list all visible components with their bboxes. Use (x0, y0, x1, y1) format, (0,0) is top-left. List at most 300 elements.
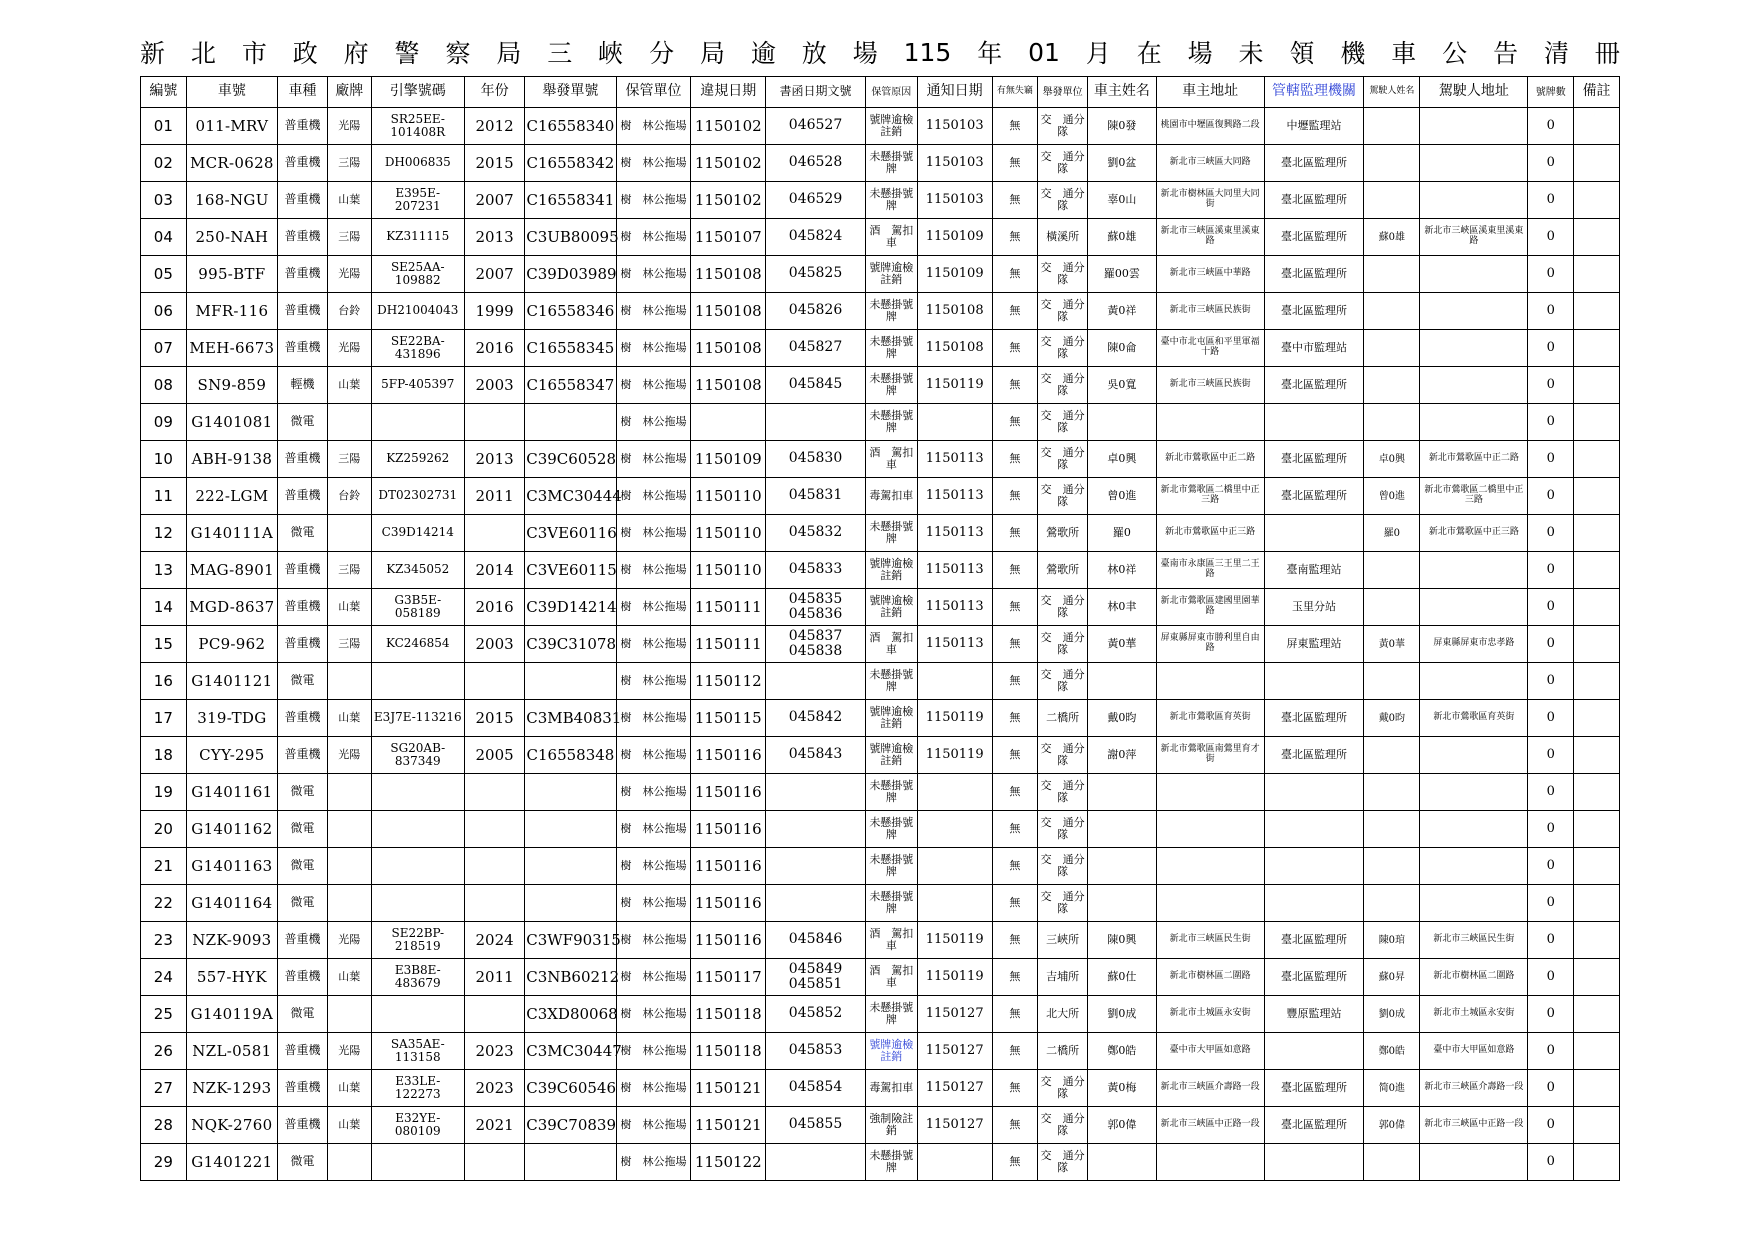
cell-engine: E3B8E-483679 (371, 959, 464, 996)
cell-ndate: 1150113 (917, 626, 992, 663)
cell-year (465, 996, 525, 1033)
cell-lic: 無 (992, 774, 1038, 811)
cell-daddr: 新北市三峽區介壽路一段 (1420, 1070, 1528, 1107)
header-vdate: 違規日期 (691, 77, 766, 108)
cell-ticket: C16558348 (525, 737, 616, 774)
cell-addr (1156, 885, 1264, 922)
cell-brand (327, 515, 371, 552)
title-char: 未 (1238, 39, 1264, 68)
cell-brand: 三陽 (327, 552, 371, 589)
cell-office: 臺北區監理所 (1264, 219, 1364, 256)
title-char: 公 (1442, 39, 1468, 68)
cell-addr: 臺中市北屯區和平里軍福十路 (1156, 330, 1264, 367)
cell-note (1574, 145, 1620, 182)
header-kind: 車種 (278, 77, 328, 108)
cell-doc: 045849 045851 (766, 959, 866, 996)
cell-reason: 未懸掛號牌 (865, 774, 917, 811)
header-count: 號牌數 (1528, 77, 1574, 108)
header-lic: 有無失竊 (992, 77, 1038, 108)
title-char: 察 (445, 39, 471, 68)
cell-brand (327, 811, 371, 848)
cell-doc: 046527 (766, 108, 866, 145)
cell-addr: 新北市三峽區民生街 (1156, 922, 1264, 959)
cell-addr: 新北市樹林區大同里大同街 (1156, 182, 1264, 219)
cell-reason: 毒駕扣車 (865, 1070, 917, 1107)
cell-unit: 交 通分 隊 (1038, 811, 1088, 848)
cell-lic: 無 (992, 737, 1038, 774)
cell-brand (327, 885, 371, 922)
cell-year: 2016 (465, 330, 525, 367)
cell-note (1574, 293, 1620, 330)
cell-no: 22 (141, 885, 187, 922)
cell-ticket: C3XD80068 (525, 996, 616, 1033)
cell-owner (1088, 774, 1157, 811)
cell-year (465, 774, 525, 811)
cell-vdate: 1150116 (691, 737, 766, 774)
cell-office: 中壢監理站 (1264, 108, 1364, 145)
cell-kind: 輕機 (278, 367, 328, 404)
cell-unit: 交 通分 隊 (1038, 145, 1088, 182)
cell-kind: 普重機 (278, 182, 328, 219)
cell-owner: 謝0萍 (1088, 737, 1157, 774)
cell-lic: 無 (992, 256, 1038, 293)
cell-ticket (525, 848, 616, 885)
header-reason: 保管原因 (865, 77, 917, 108)
cell-plate: NZK-9093 (186, 922, 277, 959)
cell-doc: 045855 (766, 1107, 866, 1144)
cell-driver: 蘇0昇 (1364, 959, 1420, 996)
cell-daddr: 新北市土城區永安街 (1420, 996, 1528, 1033)
cell-daddr (1420, 552, 1528, 589)
cell-owner: 吳0寬 (1088, 367, 1157, 404)
cell-year: 2014 (465, 552, 525, 589)
cell-no: 14 (141, 589, 187, 626)
cell-kind: 微電 (278, 885, 328, 922)
cell-lic: 無 (992, 145, 1038, 182)
cell-owner: 蘇0雄 (1088, 219, 1157, 256)
cell-ndate (917, 885, 992, 922)
cell-doc (766, 663, 866, 700)
cell-plate: 222-LGM (186, 478, 277, 515)
cell-keep: 樹 林公拖場 (616, 256, 691, 293)
table-row (141, 922, 1620, 959)
cell-brand: 光陽 (327, 922, 371, 959)
cell-addr: 屏東縣屏東市勝利里自由路 (1156, 626, 1264, 663)
cell-vdate (691, 404, 766, 441)
cell-reason: 酒 駕扣 車 (865, 922, 917, 959)
cell-driver (1364, 663, 1420, 700)
cell-kind: 普重機 (278, 1033, 328, 1070)
cell-ndate: 1150108 (917, 330, 992, 367)
cell-ndate (917, 811, 992, 848)
cell-doc: 045853 (766, 1033, 866, 1070)
cell-daddr (1420, 885, 1528, 922)
cell-owner (1088, 811, 1157, 848)
cell-ndate: 1150108 (917, 293, 992, 330)
table-row (141, 219, 1620, 256)
cell-count: 0 (1528, 626, 1574, 663)
cell-no: 06 (141, 293, 187, 330)
cell-kind: 普重機 (278, 626, 328, 663)
cell-engine: DH21004043 (371, 293, 464, 330)
vehicle-table (140, 76, 1620, 1181)
cell-driver: 黃0華 (1364, 626, 1420, 663)
cell-plate: MAG-8901 (186, 552, 277, 589)
cell-addr: 新北市鶯歌區南鶯里育才街 (1156, 737, 1264, 774)
cell-engine: SE22BA-431896 (371, 330, 464, 367)
cell-doc: 045842 (766, 700, 866, 737)
cell-note (1574, 1033, 1620, 1070)
cell-plate: CYY-295 (186, 737, 277, 774)
header-row (141, 77, 1620, 108)
cell-owner: 辜0山 (1088, 182, 1157, 219)
title-char: 局 (699, 39, 725, 68)
cell-note (1574, 1144, 1620, 1181)
cell-driver: 戴0昀 (1364, 700, 1420, 737)
cell-brand: 三陽 (327, 441, 371, 478)
cell-office: 屏東監理站 (1264, 626, 1364, 663)
cell-note (1574, 182, 1620, 219)
cell-plate: MCR-0628 (186, 145, 277, 182)
cell-keep: 樹 林公拖場 (616, 959, 691, 996)
title-char: 峽 (598, 39, 624, 68)
header-keep: 保管單位 (616, 77, 691, 108)
cell-count: 0 (1528, 256, 1574, 293)
cell-brand (327, 848, 371, 885)
cell-kind: 普重機 (278, 478, 328, 515)
cell-daddr: 新北市鶯歌區二橋里中正三路 (1420, 478, 1528, 515)
table-row (141, 1107, 1620, 1144)
cell-doc: 046529 (766, 182, 866, 219)
cell-driver: 羅0 (1364, 515, 1420, 552)
cell-brand: 三陽 (327, 219, 371, 256)
header-no: 編號 (141, 77, 187, 108)
cell-brand (327, 404, 371, 441)
title-char: 場 (1187, 39, 1213, 68)
cell-kind: 普重機 (278, 1107, 328, 1144)
cell-kind: 普重機 (278, 293, 328, 330)
cell-owner: 陳0發 (1088, 108, 1157, 145)
cell-keep: 樹 林公拖場 (616, 367, 691, 404)
cell-unit: 交 通分 隊 (1038, 737, 1088, 774)
cell-vdate: 1150116 (691, 922, 766, 959)
cell-engine: KZ259262 (371, 441, 464, 478)
cell-brand (327, 774, 371, 811)
cell-driver (1364, 330, 1420, 367)
cell-unit: 交 通分 隊 (1038, 848, 1088, 885)
cell-daddr: 屏東縣屏東市忠孝路 (1420, 626, 1528, 663)
cell-reason: 未懸掛號牌 (865, 367, 917, 404)
cell-lic: 無 (992, 589, 1038, 626)
cell-engine (371, 774, 464, 811)
header-unit: 舉發單位 (1038, 77, 1088, 108)
cell-driver (1364, 552, 1420, 589)
cell-driver: 蘇0雄 (1364, 219, 1420, 256)
cell-year (465, 848, 525, 885)
cell-no: 03 (141, 182, 187, 219)
title-char: 機 (1340, 39, 1366, 68)
cell-ndate (917, 1144, 992, 1181)
cell-year: 2024 (465, 922, 525, 959)
table-row (141, 478, 1620, 515)
cell-plate: 319-TDG (186, 700, 277, 737)
cell-no: 11 (141, 478, 187, 515)
cell-plate: G1401162 (186, 811, 277, 848)
table-row (141, 589, 1620, 626)
cell-note (1574, 256, 1620, 293)
header-year: 年份 (465, 77, 525, 108)
cell-no: 02 (141, 145, 187, 182)
cell-year: 2013 (465, 219, 525, 256)
cell-plate: SN9-859 (186, 367, 277, 404)
cell-unit: 交 通分 隊 (1038, 1107, 1088, 1144)
cell-keep: 樹 林公拖場 (616, 774, 691, 811)
title-char: 警 (394, 39, 420, 68)
cell-unit: 鶯歌所 (1038, 515, 1088, 552)
table-row (141, 441, 1620, 478)
cell-office: 臺北區監理所 (1264, 959, 1364, 996)
cell-note (1574, 404, 1620, 441)
cell-unit: 交 通分 隊 (1038, 330, 1088, 367)
cell-addr (1156, 404, 1264, 441)
cell-doc: 045831 (766, 478, 866, 515)
cell-brand (327, 996, 371, 1033)
cell-doc: 045826 (766, 293, 866, 330)
cell-year: 2013 (465, 441, 525, 478)
cell-doc: 045824 (766, 219, 866, 256)
cell-note (1574, 219, 1620, 256)
cell-reason: 酒 駕扣 車 (865, 219, 917, 256)
cell-unit: 交 通分 隊 (1038, 404, 1088, 441)
cell-doc: 046528 (766, 145, 866, 182)
cell-kind: 微電 (278, 774, 328, 811)
cell-count: 0 (1528, 552, 1574, 589)
title-char: 三 (547, 39, 573, 68)
cell-plate: G1401081 (186, 404, 277, 441)
cell-office: 臺北區監理所 (1264, 737, 1364, 774)
cell-office: 臺北區監理所 (1264, 700, 1364, 737)
cell-no: 17 (141, 700, 187, 737)
table-row (141, 515, 1620, 552)
cell-engine (371, 885, 464, 922)
cell-addr: 新北市鶯歌區二橋里中正三路 (1156, 478, 1264, 515)
cell-daddr (1420, 330, 1528, 367)
cell-owner (1088, 663, 1157, 700)
cell-no: 19 (141, 774, 187, 811)
table-row (141, 626, 1620, 663)
cell-no: 20 (141, 811, 187, 848)
cell-driver (1364, 811, 1420, 848)
cell-office: 臺北區監理所 (1264, 922, 1364, 959)
table-row (141, 367, 1620, 404)
cell-year (465, 515, 525, 552)
cell-unit: 交 通分 隊 (1038, 1070, 1088, 1107)
cell-lic: 無 (992, 552, 1038, 589)
cell-ndate: 1150119 (917, 700, 992, 737)
cell-owner: 蘇0仕 (1088, 959, 1157, 996)
cell-ticket: C3MC30444 (525, 478, 616, 515)
cell-ticket: C3UB80095 (525, 219, 616, 256)
cell-ndate: 1150113 (917, 478, 992, 515)
cell-unit: 交 通分 隊 (1038, 256, 1088, 293)
cell-count: 0 (1528, 700, 1574, 737)
cell-vdate: 1150111 (691, 589, 766, 626)
cell-unit: 交 通分 隊 (1038, 441, 1088, 478)
cell-note (1574, 552, 1620, 589)
title-char: 政 (292, 39, 318, 68)
cell-count: 0 (1528, 663, 1574, 700)
cell-office (1264, 1144, 1364, 1181)
cell-daddr: 新北市三峽區溪東里溪東路 (1420, 219, 1528, 256)
cell-note (1574, 774, 1620, 811)
cell-vdate: 1150102 (691, 145, 766, 182)
cell-owner (1088, 1144, 1157, 1181)
cell-lic: 無 (992, 441, 1038, 478)
cell-lic: 無 (992, 293, 1038, 330)
cell-driver (1364, 589, 1420, 626)
cell-keep: 樹 林公拖場 (616, 996, 691, 1033)
cell-daddr (1420, 774, 1528, 811)
cell-vdate: 1150110 (691, 515, 766, 552)
cell-keep: 樹 林公拖場 (616, 404, 691, 441)
title-char: 01 (1028, 37, 1060, 67)
cell-engine: G3B5E-058189 (371, 589, 464, 626)
cell-office: 臺北區監理所 (1264, 182, 1364, 219)
cell-owner: 陳0侖 (1088, 330, 1157, 367)
cell-ndate: 1150113 (917, 441, 992, 478)
cell-kind: 微電 (278, 663, 328, 700)
table-row (141, 404, 1620, 441)
table-body (141, 108, 1620, 1181)
table-row (141, 1070, 1620, 1107)
cell-plate: 250-NAH (186, 219, 277, 256)
header-ndate: 通知日期 (917, 77, 992, 108)
cell-kind: 普重機 (278, 959, 328, 996)
cell-lic: 無 (992, 922, 1038, 959)
cell-lic: 無 (992, 1144, 1038, 1181)
cell-year: 2007 (465, 256, 525, 293)
cell-addr (1156, 811, 1264, 848)
title-char: 告 (1493, 39, 1519, 68)
cell-vdate: 1150108 (691, 256, 766, 293)
cell-year: 1999 (465, 293, 525, 330)
title-char: 車 (1391, 39, 1417, 68)
cell-unit: 交 通分 隊 (1038, 626, 1088, 663)
cell-plate: NZK-1293 (186, 1070, 277, 1107)
cell-driver (1364, 848, 1420, 885)
cell-lic: 無 (992, 959, 1038, 996)
cell-reason: 毒駕扣車 (865, 478, 917, 515)
cell-owner: 卓0興 (1088, 441, 1157, 478)
cell-brand: 山葉 (327, 700, 371, 737)
cell-kind: 普重機 (278, 700, 328, 737)
cell-ticket: C39C60546 (525, 1070, 616, 1107)
cell-doc (766, 404, 866, 441)
cell-ndate: 1150103 (917, 145, 992, 182)
cell-driver: 简0進 (1364, 1070, 1420, 1107)
cell-kind: 微電 (278, 515, 328, 552)
cell-unit: 鶯歌所 (1038, 552, 1088, 589)
cell-vdate: 1150116 (691, 811, 766, 848)
cell-unit: 北大所 (1038, 996, 1088, 1033)
cell-vdate: 1150110 (691, 552, 766, 589)
cell-driver (1364, 108, 1420, 145)
cell-plate: 011-MRV (186, 108, 277, 145)
cell-brand: 光陽 (327, 737, 371, 774)
cell-year (465, 885, 525, 922)
cell-ndate: 1150127 (917, 1070, 992, 1107)
cell-count: 0 (1528, 885, 1574, 922)
cell-keep: 樹 林公拖場 (616, 663, 691, 700)
cell-daddr: 新北市三峽區民生街 (1420, 922, 1528, 959)
cell-kind: 普重機 (278, 219, 328, 256)
cell-ticket (525, 663, 616, 700)
cell-ticket: C16558346 (525, 293, 616, 330)
cell-ticket: C39D03989 (525, 256, 616, 293)
cell-lic: 無 (992, 330, 1038, 367)
cell-addr: 新北市鶯歌區建國里園華路 (1156, 589, 1264, 626)
cell-vdate: 1150118 (691, 1033, 766, 1070)
cell-lic: 無 (992, 1107, 1038, 1144)
header-addr: 車主地址 (1156, 77, 1264, 108)
cell-plate: MEH-6673 (186, 330, 277, 367)
cell-no: 23 (141, 922, 187, 959)
cell-vdate: 1150102 (691, 108, 766, 145)
cell-reason: 酒 駕扣 車 (865, 441, 917, 478)
page-title (140, 34, 1620, 70)
cell-office: 臺北區監理所 (1264, 256, 1364, 293)
cell-daddr (1420, 182, 1528, 219)
cell-daddr (1420, 811, 1528, 848)
title-char: 北 (190, 39, 216, 68)
cell-driver: 卓0興 (1364, 441, 1420, 478)
cell-lic: 無 (992, 108, 1038, 145)
cell-engine: E395E-207231 (371, 182, 464, 219)
cell-ticket: C3NB60212 (525, 959, 616, 996)
table-row (141, 959, 1620, 996)
cell-ticket (525, 885, 616, 922)
cell-brand: 山葉 (327, 182, 371, 219)
cell-year: 2003 (465, 626, 525, 663)
cell-lic: 無 (992, 478, 1038, 515)
cell-office: 臺北區監理所 (1264, 478, 1364, 515)
cell-keep: 樹 林公拖場 (616, 552, 691, 589)
cell-ndate: 1150113 (917, 515, 992, 552)
cell-office: 臺北區監理所 (1264, 293, 1364, 330)
cell-count: 0 (1528, 589, 1574, 626)
cell-office (1264, 663, 1364, 700)
cell-unit: 交 通分 隊 (1038, 663, 1088, 700)
cell-vdate: 1150121 (691, 1107, 766, 1144)
cell-owner: 羅0 (1088, 515, 1157, 552)
cell-ticket (525, 774, 616, 811)
cell-note (1574, 737, 1620, 774)
cell-daddr (1420, 1144, 1528, 1181)
cell-no: 28 (141, 1107, 187, 1144)
cell-ndate: 1150109 (917, 219, 992, 256)
cell-vdate: 1150108 (691, 293, 766, 330)
cell-daddr: 新北市鶯歌區育英街 (1420, 700, 1528, 737)
cell-year: 2015 (465, 145, 525, 182)
cell-vdate: 1150110 (691, 478, 766, 515)
cell-unit: 交 通分 隊 (1038, 1144, 1088, 1181)
cell-owner (1088, 404, 1157, 441)
cell-count: 0 (1528, 1033, 1574, 1070)
cell-count: 0 (1528, 108, 1574, 145)
cell-year: 2005 (465, 737, 525, 774)
title-char: 115 (903, 37, 952, 67)
cell-no: 04 (141, 219, 187, 256)
